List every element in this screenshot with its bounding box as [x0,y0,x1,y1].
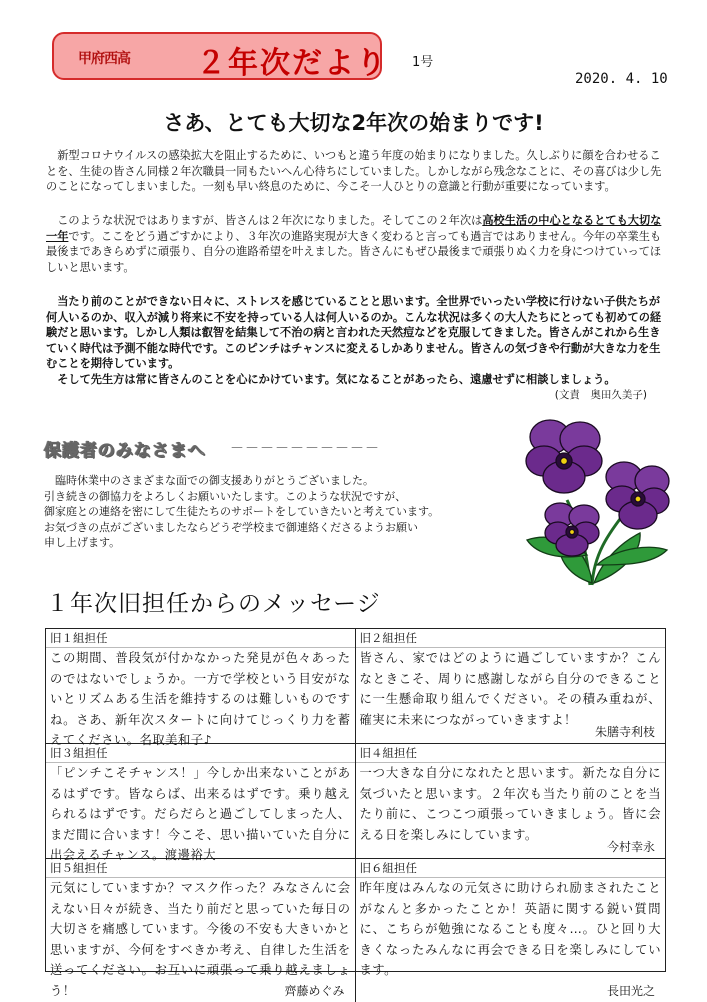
author-signature: (文責 奥田久美子) [554,389,647,401]
emphasis-text: 高校生活の中心となるとても大切な一年 [46,214,662,243]
cell-body: 昨年度はみんなの元気さに助けられ励まされたことがなんと多かったことか！英語に関する鋭い質問に、こちらが勉強になることも度々…。ひと回り大きくなったみんなに再会できる日を楽しみにしています。 [359,881,661,978]
teacher-name: 長田光之 [603,982,655,999]
cell-title: 旧１組担任 [46,631,355,648]
parents-line: お気づきの点がございましたならどうぞ学校まで御連絡くださるようお願い [44,520,418,534]
message-cell-class-4 [356,744,666,859]
issue-number: 1号 [412,55,434,70]
issue-date: 2020. 4. 10 [575,71,668,87]
intro-paragraph-1: 新型コロナウイルスの感染拡大を阻止するために、いつもと違う年度の始まりになりました。久しぶりに顔を合わせることを、生徒の皆さん同様２年次職員一同もたいへん心待ちにしていました。しかしながら残念なことに、その喜びは少し先のことになってしまいました。一刻も早い終息のために、今こそ一人ひとりの意識と行動が重要になっています。 [46,149,662,193]
parents-message [44,473,499,551]
encouragement-paragraph-2: そして先生方は常に皆さんのことを心にかけています。気になることがあったら、遠慮せずに相談しましょう。 [57,372,616,386]
cell-body: 「ピンチこそチャンス！」今しか出来ないことがあるはずです。皆ならば、出来るはずです。乗り越えられるはずです。だらだらと過ごしてしまった人、まだ間に合います！今こそ、思い描いていた自分に出会えるチャンス。渡邊裕大 [50,766,351,863]
cell-body: この期間、普段気が付かなかった発見が色々あったのではないでしょうか。一方で学校という目安がないとリズムある生活を維持するのは難しいものですね。さあ、新年次スタートに向けてじっくり力を蓄えてください。名取美和子♪ [50,651,351,748]
heading-dash-rule: －－－－－－－－－－ [230,441,380,457]
message-cell-class-3 [46,744,356,863]
pansy-illustration [512,415,672,590]
message-cell-class-5 [46,859,356,1002]
pansy-flower-right [606,462,669,529]
message-cell-class-6 [356,859,666,1002]
teacher-name: 今村幸永 [603,838,655,855]
headline: さあ、とても大切な2年次の始まりです! [163,111,544,135]
newsletter-title: ２年次だより [196,46,388,81]
intro-text-b: です。ここをどう過ごすかにより、３年次の進路実現が大きく変わると言っても過言ではありません。今年の卒業生も最後まであきらめずに頑張り、自分の進路希望を叶えました。皆さんにもぜひ最後まで頑張りぬく力を身につけていってほしいと思います。 [46,229,662,274]
message-cell-class-1 [46,629,356,748]
messages-heading: １年次旧担任からのメッセージ [46,591,381,617]
parents-line: 御家庭との連絡を密にして生徒たちのサポートをしていきたいと考えています。 [44,505,440,518]
encouragement-block [46,294,671,387]
cell-title: 旧２組担任 [356,631,666,648]
cell-title: 旧６組担任 [356,861,666,878]
parents-heading: 保護者のみなさまへ [44,441,206,461]
intro-paragraph-2 [46,213,664,275]
cell-body: 一つ大きな自分になれたと思います。新たな自分に気づいたと思います。２年次も当たり前のことを当たり前に、こつこつ頑張っていきましょう。皆に会える日を楽しみにしています。 [359,766,661,842]
cell-title: 旧４組担任 [356,746,666,763]
teacher-name: 朱膳寺利枝 [591,723,655,740]
encouragement-paragraph-1: 当たり前のことができない日々に、ストレスを感じていることと思います。全世界でいったい学校に行けない子供たちが何人いるのか、収入が減り将来に不安を持っている人は何人いるのか。こんな状況は多くの大人たちにとっても初めての経験だと思います。しかし人類は叡智を結集して不治の病と言われた天然痘などを克服してきました。皆さんがこれから生きていく時代は予測不能な時代です。このピンチはチャンスに変えるしかありません。皆さんの気づきや行動が大きな力を生むことを期待しています。 [46,295,662,370]
pansy-flower-top [526,420,602,493]
cell-title: 旧３組担任 [46,746,355,763]
cell-title: 旧５組担任 [46,861,355,878]
parents-line: 申し上げます。 [44,536,121,549]
teacher-messages-table [45,628,666,998]
teacher-name: 齊藤めぐみ [280,982,344,999]
parents-line: 臨時休業中のさまざまな面での御支援ありがとうございました。 [44,474,374,487]
intro-text-a: このような状況ではありますが、皆さんは２年次になりました。そしてこの２年次は [57,214,483,227]
parents-line: 引き続きの御協力をよろしくお願いいたします。このような状況ですが、 [44,489,407,503]
cell-body: 皆さん、家ではどのように過ごしていますか？こんなときこそ、周りに感謝しながら自分のできることに一生懸命取り組んでください。その積み重ねが、確実に未来につながっていきますよ！ [359,651,661,727]
message-cell-class-2 [356,629,666,744]
cell-body: 元気にしていますか？マスク作った？みなさんに会えない日々が続き、当たり前だと思っていた毎日の大切さを痛感しています。今後の不安も大きいかと思いますが、今何をすべきか考え、自律した生活を送ってください。お互いに頑張って乗り越えましょう！ [50,881,351,998]
school-name: 甲府西高 [78,51,130,67]
